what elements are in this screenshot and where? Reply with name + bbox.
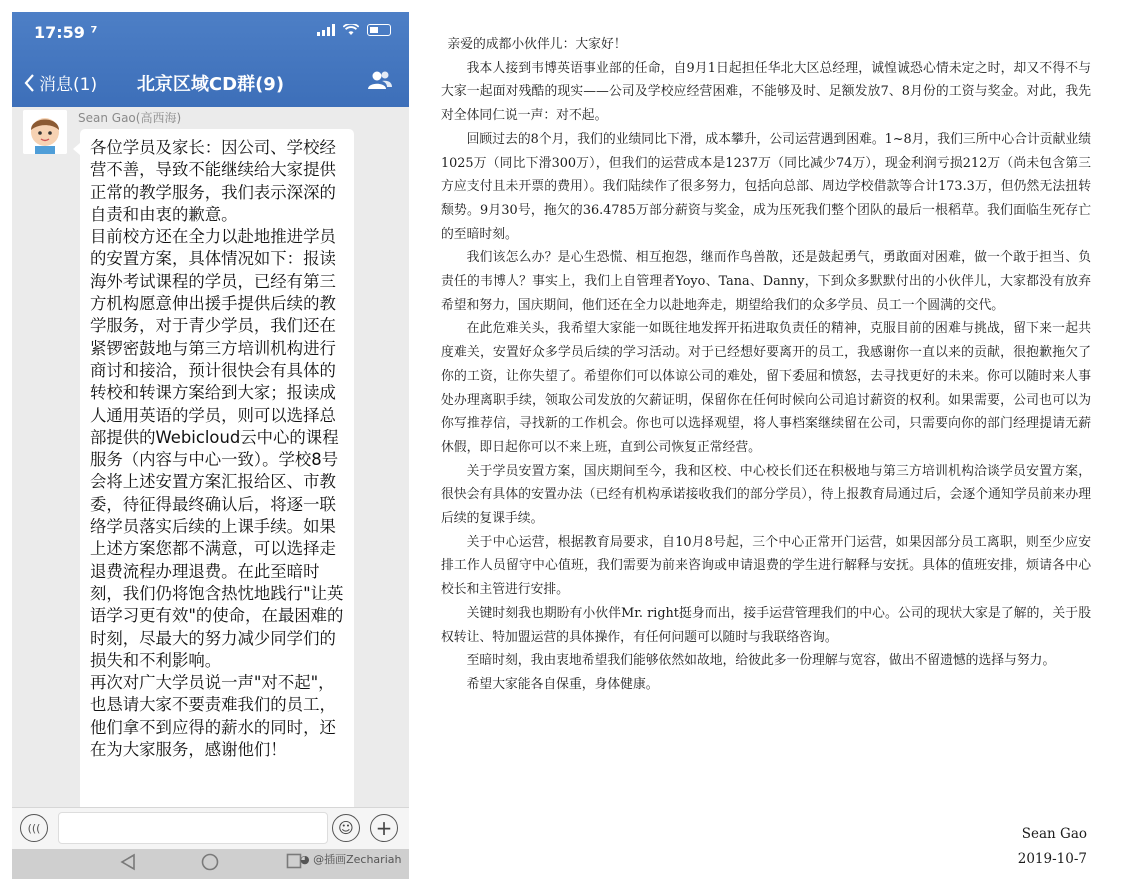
- phone-screenshot: [12, 12, 409, 879]
- signal-icon: [317, 24, 335, 36]
- message-input[interactable]: [58, 812, 328, 844]
- nav-home-circle-icon[interactable]: [201, 853, 219, 871]
- letter-signature: Sean Gao: [1021, 826, 1087, 842]
- back-button[interactable]: [24, 70, 97, 95]
- sender-name: Sean Gao(高西海): [78, 111, 182, 125]
- chat-title: 北京区域CD群(9): [136, 74, 285, 95]
- status-icons: [317, 24, 391, 36]
- battery-icon: [367, 24, 391, 36]
- status-time: 17:59 ⁷: [34, 23, 98, 42]
- letter-greeting: 亲爱的成都小伙伴儿：大家好！: [447, 37, 627, 52]
- chat-header: [12, 12, 409, 107]
- group-members-icon[interactable]: [367, 70, 393, 90]
- letter-paragraph: 在此危难关头，我希望大家能一如既往地发挥开拓进取负责任的精神，克服目前的困难与挑战，留下来一起共度难关，安置好众多学员后续的学习活动。对于已经想好要离开的员工，我感谢你一直以来的贡献，很抱歉拖欠了你的工资，让你失望了。希望你们可以体谅公司的难处，留下委屈和愤怒，去寻找更好的未来。你可以随时来人事处办理离职手续，领取公司发放的欠薪证明，保留你在任何时候向公司追讨薪资的权利。如果需要，公司也可以为你写推荐信，寻找新的工作机会。你也可以选择观望，将人事档案继续留在公司，只需要向你的部门经理提请无薪休假，即日起你可以不来上班，直到公司恢复正常经营。: [441, 321, 1091, 455]
- voice-icon: (((: [27, 821, 41, 835]
- letter-paragraph: 我本人接到韦博英语事业部的任命，自9月1日起担任华北大区总经理，诚惶诚恐心情未定之时，却又不得不与大家一起面对残酷的现实——公司及学校应经营困难，不能够及时、足额发放7、8月份的工资与奖金。对此，我先对全体同仁说一声：对不起。: [441, 60, 1091, 124]
- watermark: [300, 851, 401, 867]
- letter-paragraph: 回顾过去的8个月，我们的业绩同比下滑，成本攀升，公司运营遇到困难。1~8月，我们三所中心合计贡献业绩1025万（同比下滑300万），但我们的运营成本是1237万（同比减少74万），现金利润亏损212万（尚未包含第三方应支付且未开票的费用）。我们陆续作了很多努力，包括向总部、周边学校借款等合计173.3万，但仍然无法扭转颓势。9月30号，拖欠的36.4785万部分薪资与奖金，成为压死我们整个团队的最后一根稻草。我们面临生死存亡的至暗时刻。: [441, 131, 1091, 242]
- nav-back-triangle-icon[interactable]: [120, 853, 136, 871]
- emoji-button[interactable]: [332, 814, 360, 842]
- letter-document: [441, 33, 1091, 697]
- letter-paragraph: 我们该怎么办？是心生恐慌、相互抱怨，继而作鸟兽散，还是鼓起勇气，勇敢面对困难，做一个敢于担当、负责任的韦博人？事实上，我们上自管理者Yoyo、Tana、Danny，下到众多默默付出的小伙伴儿，大家都没有放弃希望和努力，国庆期间，他们还在全力以赴地奔走，期望给我们的众多学员、员工一个圆满的交代。: [441, 250, 1091, 313]
- avatar-cartoon-icon: [23, 110, 67, 154]
- letter-paragraph: 关于中心运营，根据教育局要求，自10月8号起，三个中心正常开门运营，如果因部分员工离职，则至少应安排工作人员留守中心值班，我们需要为前来咨询或申请退费的学生进行解释与安抚。具体的值班安排，烦请各中心校长和主管进行安排。: [441, 534, 1091, 598]
- letter-paragraph: 关键时刻我也期盼有小伙伴Mr. right挺身而出，接手运营管理我们的中心。公司的现状大家是了解的，关于股权转让、特加盟运营的具体操作，有任何问题可以随时与我联络咨询。: [441, 605, 1091, 645]
- chevron-left-icon: [24, 74, 35, 92]
- watermark-text: @插画Zechariah: [313, 853, 402, 866]
- input-bar: [12, 807, 409, 850]
- letter-paragraph: 至暗时刻，我由衷地希望我们能够依然如故地，给彼此多一份理解与宽容，做出不留遗憾的选择与努力。: [466, 653, 1056, 669]
- wifi-icon: [343, 24, 359, 36]
- avatar[interactable]: [23, 110, 67, 154]
- letter-date: 2019-10-7: [1017, 851, 1087, 867]
- voice-input-button[interactable]: [20, 814, 48, 842]
- emoji-icon: ☺: [338, 819, 354, 837]
- letter-paragraph: 希望大家能各自保重，身体健康。: [466, 676, 659, 692]
- chat-area: [12, 107, 409, 807]
- weibo-icon: ◕: [300, 853, 310, 866]
- message-bubble[interactable]: [80, 129, 354, 807]
- plus-icon: +: [375, 816, 393, 840]
- message-paragraph: 再次对广大学员说一声"对不起"，也恳请大家不要责难我们的员工，他们拿不到应得的薪水的同时，还在为大家服务，感谢他们！: [90, 673, 336, 760]
- message-paragraph: 各位学员及家长：因公司、学校经营不善，导致不能继续给大家提供正常的教学服务，我们表示深深的自责和由衷的歉意。: [90, 138, 336, 224]
- message-paragraph: 目前校方还在全力以赴地推进学员的安置方案，具体情况如下：报读海外考试课程的学员，已经有第三方机构愿意伸出援手提供后续的教学服务，对于青少学员，我们还在紧锣密鼓地与第三方培训机构进行商讨和接洽，预计很快会有具体的转校和转课方案给到大家；报读成人通用英语的学员，则可以选择总部提供的Webicloud云中心的课程服务（内容与中心一致）。学校8号会将上述安置方案汇报给区、市教委，待征得最终确认后，将逐一联络学员落实后续的上课手续。如果上述方案您都不满意，可以选择走退费流程办理退费。在此至暗时刻，我们仍将饱含热忱地践行"让英语学习更有效"的使命，在最困难的时刻，尽最大的努力减少同学们的损失和不利影响。: [90, 227, 344, 670]
- more-button[interactable]: [370, 814, 398, 842]
- letter-paragraph: 关于学员安置方案，国庆期间至今，我和区校、中心校长们还在积极地与第三方培训机构洽谈学员安置方案，很快会有具体的安置办法（已经有机构承诺接收我们的部分学员），待上报教育局通过后，会逐个通知学员前来办理后续的复课手续。: [441, 463, 1091, 527]
- back-label: 消息(1): [39, 75, 98, 95]
